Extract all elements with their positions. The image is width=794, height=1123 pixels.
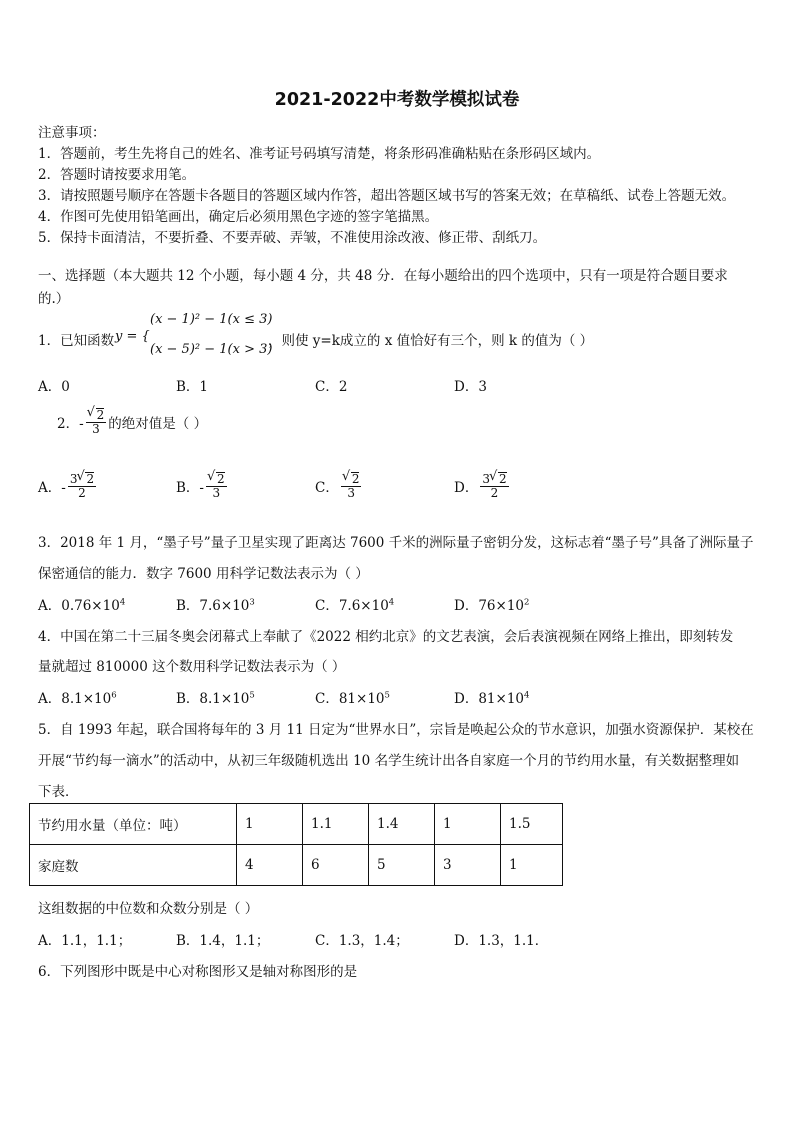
q5-line-1: 5．自 1993 年起，联合国将每年的 3 月 11 日定为“世界水日”，宗旨是唤起公众的节水意识，加强水资源保护．某校在 <box>38 722 754 738</box>
table-cell: 6 <box>303 845 369 886</box>
table-cell: 1.5 <box>501 804 563 845</box>
q5-question: 这组数据的中位数和众数分别是（ ） <box>38 901 259 917</box>
q3-option-b <box>176 594 255 614</box>
q2-fraction <box>86 408 107 436</box>
radicand: √ 2 <box>351 472 360 486</box>
option-exponent: 5 <box>384 690 390 701</box>
denominator: 2 <box>78 486 86 501</box>
notice-heading: 注意事项： <box>38 125 106 141</box>
table-header-cell: 节约用水量（单位：吨） <box>30 804 237 845</box>
q3-option-c <box>315 594 394 614</box>
denominator: 3 <box>347 486 355 501</box>
option-label: A．- <box>38 480 66 497</box>
option-exponent: 2 <box>524 597 530 608</box>
q1-case-2: (x − 5)² − 1(x > 3) <box>150 342 273 357</box>
table-header-cell: 家庭数 <box>30 845 237 886</box>
notice-item: 1．答题前，考生先将自己的姓名、准考证号码填写清楚，将条形码准确粘贴在条形码区域内。 <box>38 146 601 162</box>
radicand: √ 2 <box>85 472 94 486</box>
coef: 3 <box>482 472 490 486</box>
denominator: 3 <box>212 486 221 501</box>
water-saving-table <box>29 803 563 886</box>
q5-line-2: 开展“节约每一滴水”的活动中，从初三年级随机选出 10 名学生统计出各自家庭一个月的节约用水量，有关数据整理如 <box>38 753 740 769</box>
table-cell: 4 <box>237 845 303 886</box>
option-base: A．0.76×10 <box>38 598 120 614</box>
table-cell: 1 <box>501 845 563 886</box>
notice-item: 3．请按照题号顺序在答题卡各题目的答题区域内作答，超出答题区域书写的答案无效；在草稿纸、试卷上答题无效。 <box>38 188 736 204</box>
table-cell: 1.1 <box>303 804 369 845</box>
option-fraction <box>341 472 362 500</box>
notice-item: 4．作图可先使用铅笔画出，确定后必须用黑色字迹的签字笔描黑。 <box>38 209 439 225</box>
option-exponent: 6 <box>111 690 117 701</box>
q1-option-c: C．2 <box>315 379 348 395</box>
option-exponent: 4 <box>119 597 126 608</box>
q2-question <box>57 408 207 436</box>
q1-option-d: D．3 <box>454 379 487 395</box>
denominator: 2 <box>490 486 499 501</box>
table-row <box>30 845 563 886</box>
q5-option-b: B．1.4，1.1； <box>176 933 270 949</box>
option-label: C． <box>315 480 339 497</box>
q3-option-a <box>38 594 125 614</box>
q6-line-1: 6．下列图形中既是中心对称图形又是轴对称图形的是 <box>38 964 358 980</box>
q4-line-2: 量就超过 810000 这个数用科学记数法表示为（ ） <box>38 659 346 675</box>
coef: 3 <box>69 472 78 486</box>
table-cell: 1.4 <box>369 804 435 845</box>
q1-case-1: (x − 1)² − 1(x ≤ 3) <box>150 312 273 327</box>
table-cell: 5 <box>369 845 435 886</box>
q2-option-b <box>176 472 229 500</box>
option-fraction <box>68 472 96 500</box>
page-title: 2021-2022中考数学模拟试卷 <box>274 90 520 110</box>
table-cell: 1 <box>435 804 501 845</box>
q1-option-a: A．0 <box>38 379 70 395</box>
q2-suffix: 的绝对值是（ ） <box>108 416 208 433</box>
option-base: D．81×10 <box>454 691 524 707</box>
table-cell: 3 <box>435 845 501 886</box>
q2-denominator: 3 <box>92 422 100 437</box>
option-label: B．- <box>176 480 204 497</box>
q5-line-3: 下表． <box>38 784 79 800</box>
notice-item: 2．答题时请按要求用笔。 <box>38 167 196 183</box>
q2-option-c <box>315 472 363 500</box>
option-base: B．8.1×10 <box>176 691 250 707</box>
radicand: √ 2 <box>498 472 507 486</box>
q5-option-d: D．1.3，1.1． <box>454 933 549 949</box>
q2-numerator: √ 2 <box>96 408 105 422</box>
option-exponent: 4 <box>388 597 395 608</box>
q1-option-b: B．1 <box>176 379 209 395</box>
option-fraction <box>480 472 508 500</box>
option-fraction <box>206 472 227 500</box>
section-heading-cont: 的.） <box>38 291 70 307</box>
option-exponent: 3 <box>249 597 255 608</box>
q4-option-c <box>315 687 390 707</box>
option-base: C．7.6×10 <box>315 598 389 614</box>
q1-suffix: ，则使 y=k成立的 x 值恰好有三个，则 k 的值为（ ） <box>268 333 594 349</box>
section-heading: 一、选择题（本大题共 12 个小题，每小题 4 分，共 48 分．在每小题给出的四个选项中，只有一项是符合题目要求 <box>38 268 728 284</box>
q5-option-c: C．1.3，1.4； <box>315 933 409 949</box>
q4-option-b <box>176 687 255 707</box>
q1-prefix: 1．已知函数 <box>38 333 115 349</box>
q3-line-2: 保密通信的能力．数字 7600 用科学记数法表示为（ ） <box>38 566 369 582</box>
q2-prefix: 2．- <box>57 416 84 433</box>
q2-option-d <box>454 472 511 500</box>
option-base: C．81×10 <box>315 691 385 707</box>
q5-option-a: A．1.1，1.1； <box>38 933 132 949</box>
option-label: D． <box>454 480 479 497</box>
option-base: A．8.1×10 <box>38 691 112 707</box>
table-row <box>30 804 563 845</box>
option-exponent: 4 <box>524 690 530 701</box>
q3-option-d <box>454 594 529 614</box>
table-cell: 1 <box>237 804 303 845</box>
q4-option-a <box>38 687 117 707</box>
q4-line-1: 4．中国在第二十三届冬奥会闭幕式上奉献了《2022 相约北京》的文艺表演，会后表演视频在网络上推出，即刻转发 <box>38 629 734 645</box>
q4-option-d <box>454 687 529 707</box>
q1-y-equals: y = { <box>115 329 150 344</box>
option-exponent: 5 <box>249 690 255 701</box>
q2-option-a <box>38 472 98 500</box>
option-base: B．7.6×10 <box>176 598 250 614</box>
notice-item: 5．保持卡面清洁，不要折叠、不要弄破、弄皱，不准使用涂改液、修正带、刮纸刀。 <box>38 230 547 246</box>
q3-line-1: 3．2018 年 1 月，“墨子号”量子卫星实现了距离达 7600 千米的洲际量子密钥分发，这标志着“墨子号”具备了洲际量子 <box>38 535 754 551</box>
option-base: D．76×10 <box>454 598 524 614</box>
radicand: √ 2 <box>216 472 225 486</box>
